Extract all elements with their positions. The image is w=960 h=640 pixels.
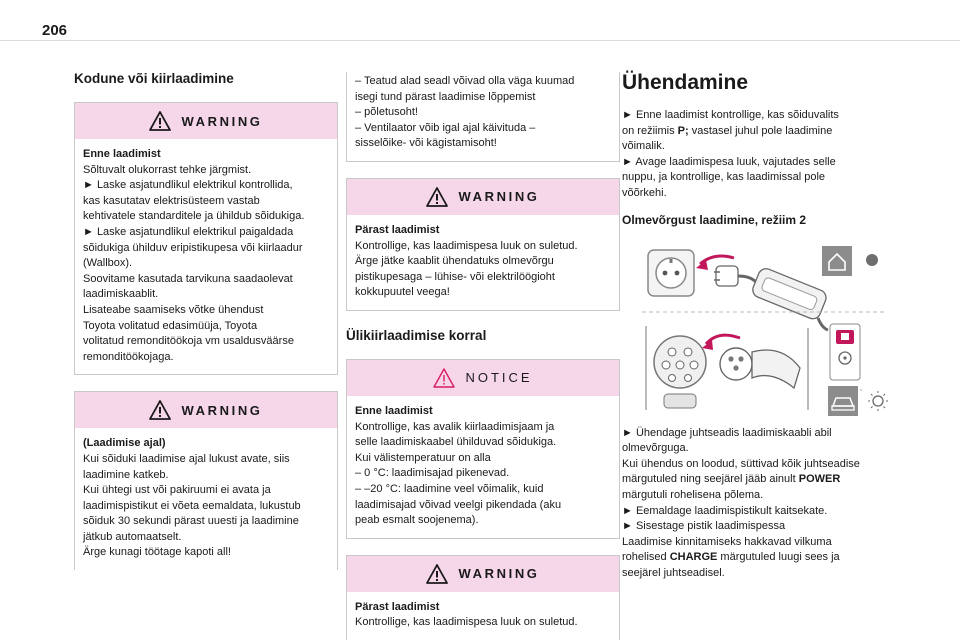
- warning-box-during-charging: [74, 391, 338, 570]
- warning-label: WARNING: [181, 402, 263, 418]
- text-line: kas kasutatav elektrisüsteem vastab: [83, 194, 260, 207]
- text-line: nuppu, ja kontrollige, kas laadimissal pole: [622, 171, 826, 184]
- page-title: Ühendamine: [622, 71, 749, 94]
- warning-box-after-charging-2: [346, 555, 620, 640]
- warning-triangle-icon: [426, 187, 448, 207]
- home-mode-icon: [822, 246, 878, 276]
- text-line: Kontrollige, kas laadimispesa luuk on suletud.: [355, 239, 578, 252]
- text-line: kokkupuutel veega!: [355, 286, 450, 299]
- warning-body: [347, 215, 619, 310]
- warning-text: [83, 452, 329, 561]
- text-line: ► Ühendage juhtseadis laadimiskaabli abil: [622, 426, 832, 439]
- text-line: laadimiskaablit.: [83, 288, 159, 301]
- text-line: kehtivatele standarditele ja ühildub sõidukiga.: [83, 210, 305, 223]
- household-socket-icon: [648, 250, 694, 296]
- top-divider: [0, 40, 960, 41]
- notice-body: [347, 396, 619, 538]
- text-line: märgutuli roheliseна põlema.: [622, 488, 764, 501]
- text-line: võimalik.: [622, 140, 665, 153]
- page-number: 206: [42, 22, 68, 39]
- text-line: Toyota volitatud edasimüüja, Toyota: [83, 319, 258, 332]
- text-line: Laadimise kinnitamiseks hakkavad vilkuma: [622, 535, 832, 548]
- text-line: Kui sõiduki laadimise ajal lukust avate, siis: [83, 452, 290, 465]
- text-line: remonditöökojaga.: [83, 350, 174, 363]
- text-line: sõidukiga ühilduv eripistikupesa või kiirlaadur: [83, 241, 303, 254]
- car-mode-icon: [828, 386, 858, 416]
- light-indicator-icon: [868, 391, 888, 411]
- text-line: Kontrollige, kas avalik kiirlaadimisjaam ja: [355, 420, 555, 433]
- warning-header: [75, 392, 337, 428]
- warning-body: [75, 139, 337, 374]
- warning-box-continued: [346, 72, 620, 162]
- warning-triangle-icon: [149, 111, 171, 131]
- text-line: – Teatud alad seadl võivad olla väga kuumad: [355, 75, 575, 87]
- text-line: – põletusoht!: [355, 106, 418, 119]
- text-line: isegi tund pärast laadimise lõppemist: [355, 90, 536, 103]
- mode2-plug-and-control-box: [714, 266, 828, 330]
- text-line: laadimispistikut ei võeta eemaldata, lukustub: [83, 499, 301, 512]
- text-line: ► Laske asjatundlikul elektrikul paigaldada: [83, 225, 294, 238]
- text-line: ► Eemaldage laadimispistikult kaitsekate.: [622, 504, 828, 517]
- text-line: Kui ühtegi ust või pakiruumi ei avata ja: [83, 484, 271, 497]
- text-line: Lisateabe saamiseks võtke ühendust: [83, 303, 264, 316]
- notice-text: [355, 420, 611, 529]
- notice-label: NOTICE: [465, 370, 533, 386]
- charging-inlet-icon: [646, 326, 706, 410]
- warning-label: WARNING: [181, 113, 263, 129]
- text-line: pistikupesaga – lühise- või elektrilöögioht: [355, 270, 555, 283]
- text-line: peab esmalt soojenema).: [355, 514, 479, 527]
- subsection-title: Olmevõrgust laadimine, režiim 2: [622, 212, 807, 227]
- text-line: – Ventilaator võib igal ajal käivituda –: [355, 121, 536, 134]
- text-line: seejärel juhtseadisel.: [622, 566, 725, 579]
- text-line: laadimine katkeb.: [83, 468, 169, 481]
- text-line: Ärge kunagi töötage kapoti all!: [83, 546, 231, 559]
- column-3: [622, 70, 908, 582]
- text-line: Kui ühendus on loodud, süttivad kõik juhtseadise: [622, 457, 860, 470]
- warning-text: [83, 163, 329, 366]
- column-1: [74, 70, 338, 586]
- charging-illustration: [622, 238, 902, 418]
- charging-diagram: [622, 238, 902, 418]
- text-line: märgutuled ning seejärel jääb ainult POWER: [622, 473, 841, 486]
- text-line: Soovitame kasutada tarvikuna saadaolevat: [83, 272, 293, 285]
- text-line: sõiduk 30 sekundi pärast uuesti ja laadimine: [83, 515, 299, 528]
- section-title: Ülikiirlaadimise korral: [346, 327, 487, 343]
- text-line: (Wallbox).: [83, 257, 133, 270]
- charging-connector-icon: [720, 328, 808, 410]
- warning-triangle-icon: [149, 400, 171, 420]
- notice-box: [346, 359, 620, 539]
- warning-header: [347, 556, 619, 592]
- text-line: ► Laske asjatundlikul elektrikul kontrollida,: [83, 179, 293, 192]
- text-line: volitatud remonditöökoja vm usaldusväärse: [83, 335, 294, 348]
- text-line: ► Enne laadimist kontrollige, kas sõiduvalits: [622, 109, 839, 121]
- warning-label: WARNING: [458, 189, 540, 205]
- text-line: laadimisajad võivad veelgi pikendada (aku: [355, 498, 562, 511]
- warning-text: [355, 239, 611, 301]
- warning-heading: Enne laadimist: [83, 148, 161, 160]
- text-line: sisselõike- või kägistamisoht!: [355, 137, 497, 150]
- text-line: Sõltuvalt olukorrast tehke järgmist.: [83, 163, 252, 176]
- warning-box-before-charging: [74, 102, 338, 375]
- warning-heading: Pärast laadimist: [355, 600, 440, 613]
- text-line: Kontrollige, kas laadimispesa luuk on suletud.: [355, 616, 578, 629]
- warning-heading: (Laadimise ajal): [83, 437, 166, 450]
- section-title: Kodune või kiirlaadimine: [74, 71, 234, 86]
- warning-continued-text: [347, 72, 619, 161]
- text-line: ► Avage laadimispesa luuk, vajutades selle: [622, 155, 836, 168]
- warning-header: [347, 179, 619, 215]
- warning-body: [75, 428, 337, 570]
- control-box-indicator-panel: [830, 324, 862, 390]
- intro-text: [622, 108, 908, 202]
- warning-triangle-icon: [426, 564, 448, 584]
- notice-header: [347, 360, 619, 396]
- text-line: – 0 °C: laadimisajad pikenevad.: [355, 467, 510, 480]
- steps-text: [622, 426, 908, 582]
- notice-heading: Enne laadimist: [355, 404, 433, 417]
- text-line: – –20 °C: laadimine veel võimalik, kuid: [355, 482, 544, 495]
- text-line: selle laadimiskaabel ühilduvad sõidukiga.: [355, 436, 557, 449]
- text-line: olmevõrguga.: [622, 442, 689, 455]
- text-line: võõrkehi.: [622, 186, 667, 199]
- text-line: rohelised CHARGE märgutuled luugi sees ja: [622, 551, 840, 564]
- warning-box-after-charging: [346, 178, 620, 311]
- column-2: [346, 72, 620, 640]
- warning-text: [355, 615, 611, 631]
- warning-label: WARNING: [458, 566, 540, 582]
- text-line: on režiimis P; vastasel juhul pole laadimine: [622, 124, 833, 137]
- text-line: ► Sisestage pistik laadimispessa: [622, 520, 786, 533]
- warning-header: [75, 103, 337, 139]
- notice-triangle-icon: [433, 368, 455, 388]
- text-line: jätkub automaatselt.: [83, 530, 182, 543]
- text-line: Ärge jätke kaablit ühendatuks olmevõrgu: [355, 255, 554, 268]
- warning-body: [347, 592, 619, 640]
- text-line: Kui välistemperatuur on alla: [355, 451, 491, 464]
- warning-heading: Pärast laadimist: [355, 223, 440, 236]
